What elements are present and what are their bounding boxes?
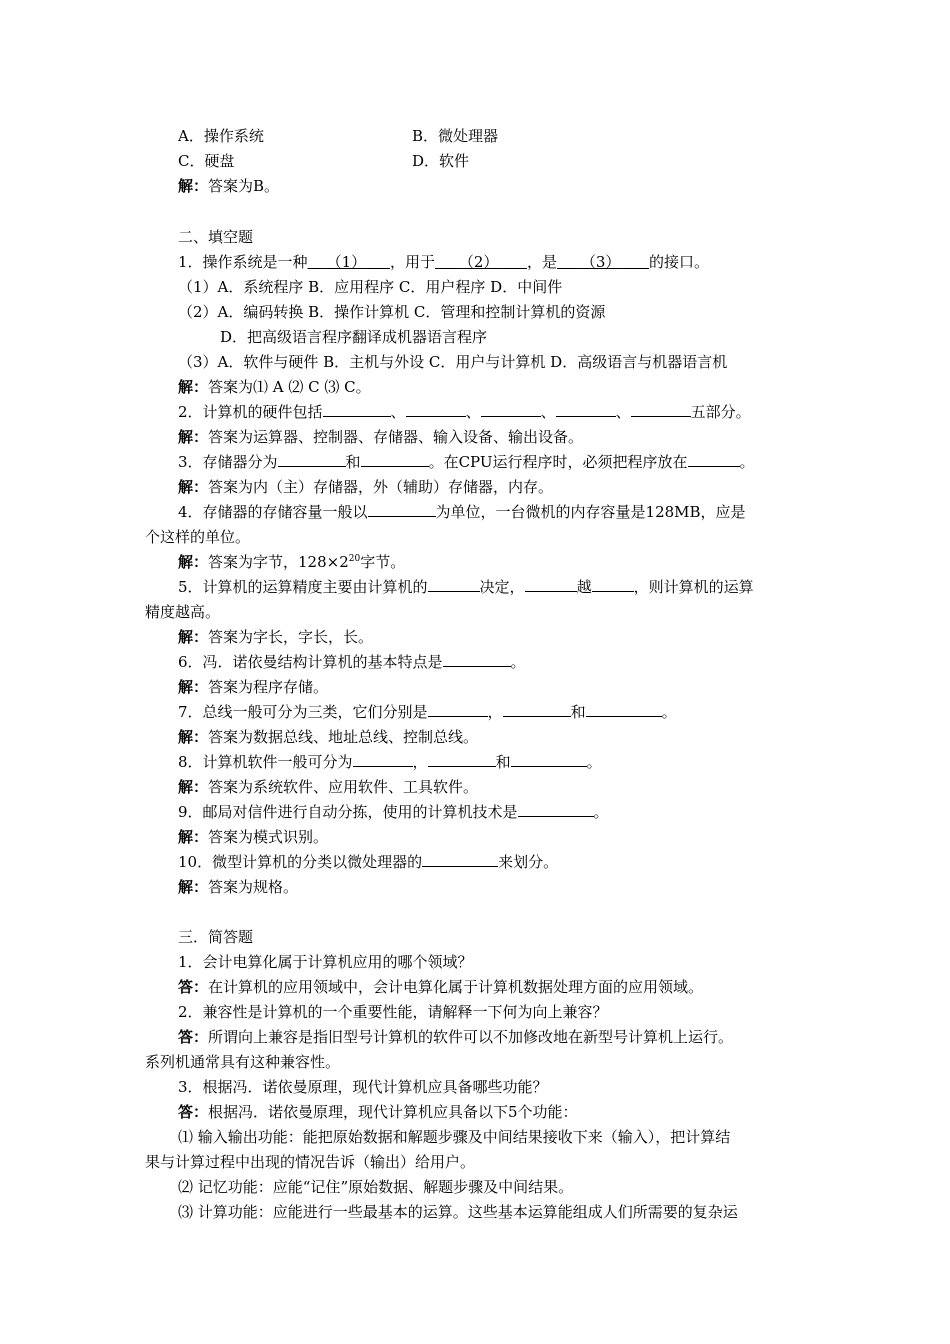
answer-label: 解：	[178, 177, 209, 195]
answer-text: 答案为运算器、控制器、存储器、输入设备、输出设备。	[208, 428, 584, 446]
superscript: 20	[348, 554, 361, 564]
question-line: 2．兼容性是计算机的一个重要性能，请解释一下何为向上兼容？	[178, 1003, 608, 1021]
option-line: D．把高级语言程序翻译成机器语言程序	[220, 328, 488, 346]
blank	[511, 751, 587, 767]
answer-line	[178, 1026, 733, 1048]
option-line: （1）A．系统程序 B．应用程序 C．用户程序 D．中间件	[178, 278, 563, 296]
blank	[323, 401, 391, 417]
question-line: 6．冯．诺依曼结构计算机的基本特点是 。	[178, 653, 526, 671]
question-line: 8．计算机软件一般可分为 ， 和 。	[178, 753, 602, 771]
blank	[556, 401, 616, 417]
answer-text: 答案为内（主）存储器，外（辅助）存储器，内存。	[208, 478, 554, 496]
blank: （1）	[326, 253, 367, 271]
question-line: 1．操作系统是一种 （1） ，用于 （2） ，是 （3） 的接口。	[178, 253, 710, 271]
blank	[518, 801, 594, 817]
blank	[481, 401, 541, 417]
blank	[592, 576, 634, 592]
answer-label: 解：	[178, 828, 209, 846]
answer-line	[178, 1101, 578, 1123]
answer-continuation: 系列机通常具有这种兼容性。	[145, 1053, 341, 1071]
blank	[443, 651, 511, 667]
function-item-continuation: 果与计算过程中出现的情况告诉（输出）给用户。	[145, 1153, 476, 1171]
answer-text: 答案为⑴ A ⑵ C ⑶ C。	[208, 378, 371, 396]
answer-label: 答：	[178, 978, 209, 996]
answer-label: 解：	[178, 378, 209, 396]
answer-label: 解：	[178, 428, 209, 446]
answer-label: 解：	[178, 678, 209, 696]
answer-text: 答案为规格。	[208, 878, 299, 896]
blank: （2）	[458, 253, 499, 271]
option-d: D．软件	[412, 152, 470, 170]
section-title: 三．简答题	[178, 928, 254, 946]
blank	[368, 501, 436, 517]
answer-line	[178, 676, 328, 698]
answer-line: 解：答案为字节，$128\times 2^{20}$字节。	[178, 553, 406, 571]
answer-text: 答案为数据总线、地址总线、控制总线。	[208, 728, 479, 746]
answer-text: 答案为字节，128×2	[208, 553, 349, 571]
answer-label: 答：	[178, 1103, 209, 1121]
question-line: 1．会计电算化属于计算机应用的哪个领域？	[178, 953, 473, 971]
answer-text: 根据冯．诺依曼原理，现代计算机应具备以下5个功能：	[208, 1103, 578, 1121]
option-c: C．硬盘	[178, 152, 235, 170]
answer-text: 答案为字长，字长，长。	[208, 628, 374, 646]
blank	[353, 751, 413, 767]
option-line	[178, 125, 499, 147]
answer-line	[178, 826, 328, 848]
answer-text: 答案为B。	[208, 177, 280, 195]
blank	[422, 851, 498, 867]
blank	[525, 576, 577, 592]
answer-line	[178, 976, 703, 998]
question-line: 4．存储器的存储容量一般以 为单位，一台微机的内存容量是128MB，应是	[178, 503, 746, 521]
blank: （3）	[580, 253, 621, 271]
answer-text: 在计算机的应用领域中，会计电算化属于计算机数据处理方面的应用领域。	[208, 978, 704, 996]
answer-label: 解：	[178, 628, 209, 646]
blank	[631, 401, 691, 417]
answer-label: 解：	[178, 878, 209, 896]
answer-line	[178, 626, 373, 648]
answer-label: 解：	[178, 728, 209, 746]
question-line: 9．邮局对信件进行自动分拣，使用的计算机技术是 。	[178, 803, 609, 821]
blank	[406, 401, 466, 417]
blank	[503, 701, 571, 717]
question-continuation: 个这样的单位。	[145, 528, 251, 546]
answer-line	[178, 376, 371, 398]
answer-line	[178, 776, 478, 798]
option-b: B．微处理器	[412, 127, 499, 145]
answer-label: 答：	[178, 1028, 209, 1046]
option-line	[178, 150, 470, 172]
question-text: 1．操作系统是一种	[178, 253, 308, 271]
blank	[361, 451, 429, 467]
answer-text: 所谓向上兼容是指旧型号计算机的软件可以不加修改地在新型号计算机上运行。	[208, 1028, 734, 1046]
answer-line	[178, 476, 553, 498]
answer-text: 答案为模式识别。	[208, 828, 329, 846]
option-a: A．操作系统	[178, 127, 264, 145]
section-title: 二、填空题	[178, 228, 254, 246]
answer-label: 解：	[178, 478, 209, 496]
answer-line	[178, 726, 478, 748]
question-line: 3．根据冯．诺依曼原理，现代计算机应具备哪些功能？	[178, 1078, 548, 1096]
option-line: （2）A．编码转换 B．操作计算机 C．管理和控制计算机的资源	[178, 303, 606, 321]
function-item: ⑴ 输入输出功能：能把原始数据和解题步骤及中间结果接收下来（输入），把计算结	[178, 1128, 731, 1146]
blank	[688, 451, 740, 467]
blank	[278, 451, 346, 467]
question-continuation: 精度越高。	[145, 603, 221, 621]
blank	[586, 701, 662, 717]
question-line: 2．计算机的硬件包括 、 、 、 、 五部分。	[178, 403, 751, 421]
blank	[428, 751, 496, 767]
answer-line	[178, 876, 298, 898]
answer-label: 解：	[178, 553, 209, 571]
blank	[428, 576, 480, 592]
function-item: ⑶ 计算功能：应能进行一些最基本的运算。这些基本运算能组成人们所需要的复杂运	[178, 1203, 738, 1221]
function-item: ⑵ 记忆功能：应能“记住”原始数据、解题步骤及中间结果。	[178, 1178, 574, 1196]
question-line: 7．总线一般可分为三类，它们分别是 ， 和 。	[178, 703, 677, 721]
answer-line	[178, 426, 583, 448]
option-line: （3）A．软件与硬件 B．主机与外设 C．用户与计算机 D．高级语言与机器语言机	[178, 353, 728, 371]
answer-label: 解：	[178, 778, 209, 796]
answer-text: 答案为系统软件、应用软件、工具软件。	[208, 778, 479, 796]
question-line: 10．微型计算机的分类以微处理器的 来划分。	[178, 853, 559, 871]
question-line: 3．存储器分为 和 。在CPU运行程序时，必须把程序放在 。	[178, 453, 755, 471]
answer-text: 答案为程序存储。	[208, 678, 329, 696]
question-line: 5．计算机的运算精度主要由计算机的 决定， 越 ，则计算机的运算	[178, 578, 754, 596]
answer-line	[178, 175, 279, 197]
blank	[428, 701, 488, 717]
